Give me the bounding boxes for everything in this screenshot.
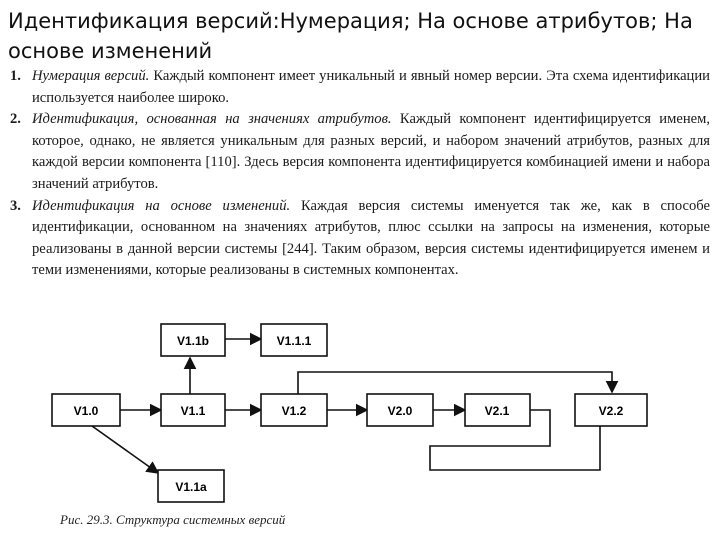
node-label: V1.1 — [180, 404, 206, 418]
list-item — [10, 196, 710, 282]
node-label: V2.0 — [387, 404, 413, 418]
node-v1-1b — [161, 324, 225, 356]
item-text: Каждый компонент имеет уникальный и явный номер версии. Эта схема идентификации используется наиболее широко. — [32, 68, 710, 106]
item-number: 3. — [10, 197, 21, 214]
item-lead: Идентификация, основанная на значениях атрибутов. — [32, 111, 392, 128]
node-v2-1 — [465, 394, 530, 426]
node-label: V1.1a — [175, 480, 207, 494]
version-structure-diagram — [40, 320, 680, 518]
node-v1-1a — [158, 470, 224, 502]
item-number: 1. — [10, 68, 21, 84]
edge-v10-v11a — [92, 426, 158, 473]
figure-caption: Рис. 29.3. Структура системных версий — [60, 512, 286, 527]
edge-v12-v22 — [298, 372, 612, 394]
node-v1-1-1 — [261, 324, 327, 356]
node-label: V1.1b — [176, 334, 210, 348]
item-lead: Идентификация на основе изменений. — [32, 197, 291, 214]
list-item — [10, 66, 710, 109]
node-label: V1.2 — [281, 404, 307, 418]
node-v2-0 — [367, 394, 433, 426]
item-number: 2. — [10, 111, 21, 128]
item-lead: Нумерация версий. — [32, 68, 150, 84]
node-v2-2 — [575, 394, 647, 426]
node-v1-1 — [161, 394, 225, 426]
item-text: Каждая версия системы именуется так же, как в способе идентификации, основанном на значениях атрибутов, плюс ссылки на запросы на изменения, которые реализованы в данной версии системы [244]. Таким образом, версия системы идентифицируется именем и теми изменениями, которые реализованы в системных компонентах. — [32, 197, 710, 279]
node-v1-2 — [261, 394, 327, 426]
node-label: V1.1.1 — [276, 334, 312, 348]
item-text: Каждый компонент идентифицируется именем, которое, однако, не является уникальным для разных версий, и набором значений атрибутов, разных для каждой версии компонента [110]. Здесь версия компонента идентифицируется комбинацией имени и набора значений атрибутов. — [32, 111, 710, 192]
list-item — [10, 109, 710, 195]
node-label: V1.0 — [73, 404, 99, 418]
node-v1-0 — [52, 394, 120, 426]
scanned-text-block — [10, 66, 710, 282]
node-label: V2.2 — [598, 404, 624, 418]
node-label: V2.1 — [484, 404, 510, 418]
slide-title: Идентификация версий:Нумерация; На основе атрибутов; На основе изменений — [8, 9, 693, 63]
